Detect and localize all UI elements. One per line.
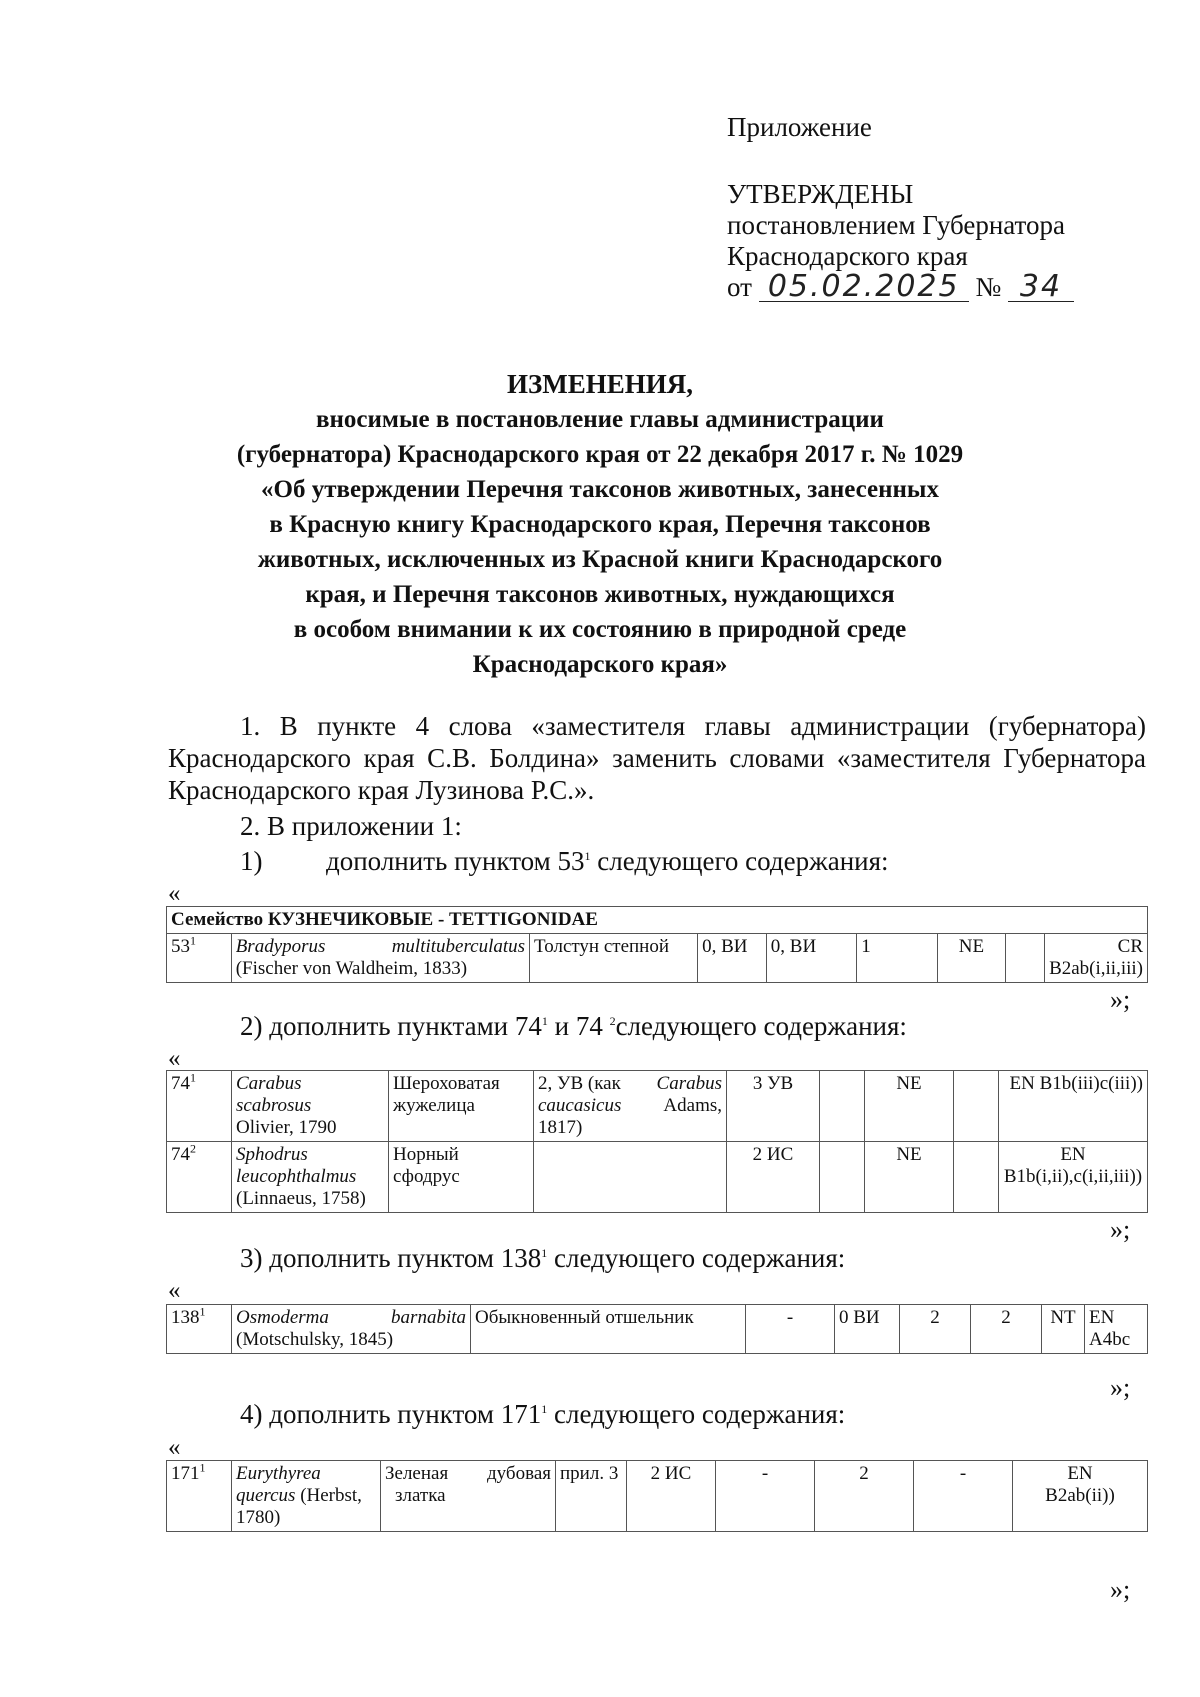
handwritten-date: 05.02.2025 [759, 273, 969, 302]
table-row [167, 1142, 1148, 1213]
table-3 [166, 1304, 1148, 1354]
author-1: (Herbst, [300, 1485, 362, 1506]
status-code: EN [1060, 1144, 1086, 1165]
num-cell [167, 934, 232, 983]
item-2-text: 2) дополнить пунктами 74 [240, 1011, 542, 1041]
num-text: 74 [171, 1073, 190, 1094]
item-1-text: дополнить пунктом 53 [326, 846, 585, 876]
paragraph-2: 2. В приложении 1: [240, 811, 462, 841]
item-2-sup1: 1 [541, 1014, 548, 1028]
author: Olivier, 1790 [236, 1117, 337, 1138]
approval-block [727, 112, 1074, 303]
author-2: 1780) [236, 1507, 281, 1528]
latin-cell [231, 934, 529, 983]
note-cell [534, 1142, 727, 1213]
num-cell [167, 1071, 232, 1142]
approved-label: УТВЕРЖДЕНЫ [727, 179, 914, 209]
cell-c4: 2 [971, 1305, 1042, 1354]
close-quote: »; [1110, 1575, 1131, 1604]
genus: Sphodrus [236, 1144, 308, 1165]
russian-name-cell: Толстун степной [530, 934, 698, 983]
item-2-mid: и 74 [547, 1011, 610, 1041]
title-line: животных, исключенных из Красной книги Краснодарского [257, 546, 943, 573]
russian-name-2: дубовая [487, 1463, 551, 1484]
num-text: 138 [171, 1307, 200, 1328]
status-cell [1045, 934, 1148, 983]
latin-cell [232, 1461, 381, 1532]
cell-c3: 2 [900, 1305, 971, 1354]
cell-c5 [1006, 934, 1045, 983]
table-row [167, 907, 1148, 934]
from-label: от [727, 272, 752, 302]
num-sup: 2 [190, 1141, 196, 1156]
open-quote: « [168, 880, 181, 907]
num-cell [167, 1461, 232, 1532]
title-line: края, и Перечня таксонов животных, нуждающихся [305, 581, 895, 608]
russian-name-cell: Обыкновенный отшельник [471, 1305, 746, 1354]
note-a: 2, УВ (как [538, 1073, 621, 1094]
item-3-text: 3) дополнить пунктом 138 [240, 1243, 542, 1273]
num-sup: 1 [190, 933, 196, 948]
table-4 [166, 1460, 1148, 1532]
iucn-cell: NE [865, 1142, 954, 1213]
note-e: 1817) [538, 1117, 583, 1138]
latin-cell [232, 1305, 471, 1354]
item-3 [240, 1242, 845, 1274]
region-label: Краснодарского края [727, 241, 968, 271]
close-quote: »; [1110, 985, 1131, 1014]
status-code: EN [1067, 1463, 1093, 1484]
close-quote: »; [1110, 1215, 1131, 1244]
cell-c3: 1 [857, 934, 937, 983]
empty-cell [954, 1142, 999, 1213]
num-text: 53 [171, 936, 190, 957]
table-row [167, 1305, 1148, 1354]
num-text: 74 [171, 1144, 190, 1165]
family-cell: Семейство КУЗНЕЧИКОВЫЕ - TETTIGONIDAE [167, 907, 1148, 934]
title-line: Краснодарского края» [472, 651, 728, 678]
handwritten-number: 34 [1008, 273, 1074, 302]
open-quote: « [168, 1045, 181, 1072]
cell-c5: - [914, 1461, 1013, 1532]
num-cell [167, 1142, 232, 1213]
cell-c1: прил. 3 [556, 1461, 627, 1532]
status-cell [1013, 1461, 1148, 1532]
title-line: в особом внимании к их состоянию в природной среде [293, 616, 907, 643]
note-d: Adams, [663, 1095, 722, 1116]
status-criteria: B2ab(ii)) [1045, 1485, 1115, 1506]
item-2-tail: следующего содержания: [615, 1011, 907, 1041]
appendix-label: Приложение [727, 112, 872, 142]
species: multituberculatus [391, 936, 526, 957]
table-row [167, 934, 1148, 983]
russian-name-1: Норный [393, 1144, 459, 1165]
item-4-sup: 1 [541, 1402, 548, 1416]
num-sup: 1 [199, 1304, 206, 1319]
russian-name-1: Зеленая [385, 1463, 449, 1484]
russian-name-cell [389, 1071, 534, 1142]
russian-name-cell [381, 1461, 556, 1532]
russian-name-2: сфодрус [393, 1166, 460, 1187]
status-cell [999, 1142, 1148, 1213]
cell-c3: - [716, 1461, 815, 1532]
title-line: в Красную книгу Краснодарского края, Перечня таксонов [269, 511, 931, 538]
latin-cell [232, 1142, 389, 1213]
latin-cell [232, 1071, 389, 1142]
num-sup: 1 [190, 1070, 196, 1085]
title-line: (губернатора) Краснодарского края от 22 декабря 2017 г. № 1029 [236, 441, 964, 468]
item-2-sup2: 2 [609, 1014, 616, 1028]
item-3-sup: 1 [541, 1246, 548, 1260]
russian-name-1: Шероховатая [393, 1073, 500, 1094]
status-criteria: B2ab(i,ii,iii) [1049, 958, 1143, 979]
category-cell: 2 ИС [727, 1142, 820, 1213]
num-sup: 1 [199, 1460, 206, 1475]
note-cell [534, 1071, 727, 1142]
decree-label: постановлением Губернатора [727, 210, 1065, 240]
species: scabrosus [236, 1095, 312, 1116]
open-quote: « [168, 1277, 181, 1304]
species: leucophthalmus [236, 1166, 357, 1187]
empty-cell [954, 1071, 999, 1142]
item-1-number: 1) [240, 846, 263, 876]
item-4 [240, 1398, 845, 1430]
date-number-line [727, 269, 1074, 304]
russian-name-3: златка [395, 1485, 446, 1506]
table-row [167, 1071, 1148, 1142]
note-b: Carabus [656, 1073, 722, 1094]
species: barnabita [391, 1307, 466, 1328]
empty-cell [820, 1142, 865, 1213]
number-label: № [975, 272, 1002, 302]
cell-c4: NE [937, 934, 1006, 983]
title-heading: ИЗМЕНЕНИЯ, [506, 369, 693, 399]
document-title [0, 367, 1200, 682]
item-4-text: 4) дополнить пунктом 171 [240, 1399, 542, 1429]
cell-c2: 0, ВИ [766, 934, 856, 983]
item-3-tail: следующего содержания: [547, 1243, 846, 1273]
close-quote: »; [1110, 1373, 1131, 1402]
item-4-tail: следующего содержания: [547, 1399, 846, 1429]
status-criteria: B1b(i,ii),c(i,ii,iii)) [1003, 1166, 1143, 1187]
iucn-cell: NE [865, 1071, 954, 1142]
genus: Eurythyrea [236, 1463, 321, 1484]
num-cell [167, 1305, 232, 1354]
item-1-tail: следующего содержания: [590, 846, 889, 876]
open-quote: « [168, 1434, 181, 1461]
genus: Carabus [236, 1073, 302, 1094]
status-cell: EN A4bc [1085, 1305, 1148, 1354]
title-line: «Об утверждении Перечня таксонов животных, занесенных [261, 476, 939, 503]
cell-c2: 0 ВИ [835, 1305, 900, 1354]
title-line: вносимые в постановление главы администрации [316, 406, 884, 433]
russian-name-cell [389, 1142, 534, 1213]
item-2 [240, 1010, 907, 1042]
category-cell: 3 УВ [727, 1071, 820, 1142]
species: quercus [236, 1485, 296, 1506]
table-1 [166, 906, 1148, 983]
cell-c1: - [746, 1305, 835, 1354]
author: (Linnaeus, 1758) [236, 1188, 366, 1209]
item-1 [240, 845, 889, 877]
genus: Osmoderma [236, 1307, 329, 1328]
paragraph-1: 1. В пункте 4 слова «заместителя главы администрации (губернатора) Краснодарского края С.В. Болдина» заменить словами «заместителя Губернатора Краснодарского края Лузинова Р.С.». [168, 711, 1146, 805]
cell-c5: NT [1042, 1305, 1085, 1354]
note-c: caucasicus [538, 1095, 622, 1116]
item-1-sup: 1 [584, 849, 591, 863]
russian-name-2: жужелица [393, 1095, 475, 1116]
empty-cell [820, 1071, 865, 1142]
cell-c4: 2 [815, 1461, 914, 1532]
cell-c2: 2 ИС [627, 1461, 716, 1532]
genus: Bradyporus [235, 936, 326, 957]
cell-c1: 0, ВИ [698, 934, 767, 983]
num-text: 171 [171, 1463, 200, 1484]
author: (Motschulsky, 1845) [236, 1329, 394, 1350]
status-code: CR [1117, 936, 1143, 957]
table-row [167, 1461, 1148, 1532]
author: (Fischer von Waldheim, 1833) [235, 958, 468, 979]
table-2 [166, 1070, 1148, 1213]
status-cell: EN B1b(iii)c(iii)) [999, 1071, 1148, 1142]
